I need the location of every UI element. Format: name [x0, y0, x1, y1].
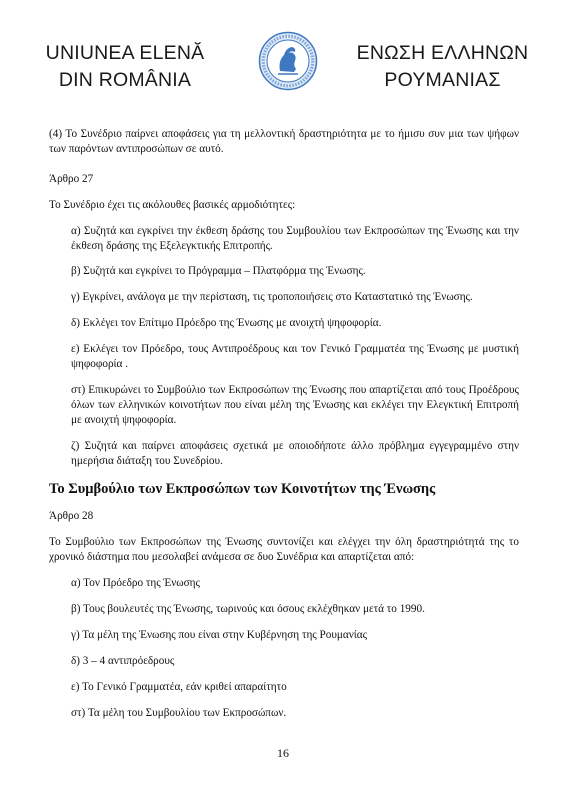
list-item: στ) Τα μέλη του Συμβουλίου των Εκπροσώπων. [71, 707, 287, 719]
list-item: δ) 3 – 4 αντιπρόεδρους [71, 655, 175, 667]
header-romanian-title [40, 40, 210, 94]
union-emblem-logo [258, 31, 318, 91]
header-romanian-line2: DIN ROMÂNIA [58, 69, 192, 91]
header-romanian-line1: UNIUNEA ELENĂ [45, 42, 205, 64]
congress-competences-intro: Το Συνέδριο έχει τις ακόλουθες βασικές αρμοδιότητες: [49, 199, 296, 211]
list-item: β) Τους βουλευτές της Ένωσης, τωρινούς και όσους εκλέχθηκαν μετά το 1990. [71, 603, 425, 615]
page-number: 16 [277, 746, 289, 760]
list-item: ζ) Συζητά και παίρνει αποφάσεις σχετικά με οποιοδήποτε άλλο πρόβλημα εγγεγραμμένο στην ημερήσια διάταξη του Συνεδρίου. [71, 440, 519, 467]
article-28-label: Άρθρο 28 [49, 510, 94, 522]
list-item: δ) Εκλέγει τον Επίτιμο Πρόεδρο της Ένωσης με ανοιχτή ψηφοφορία. [71, 317, 382, 329]
list-item: β) Συζητά και εγκρίνει το Πρόγραμμα – Πλατφόρμα της Ένωσης. [71, 265, 366, 277]
list-item: ε) Το Γενικό Γραμματέα, εάν κριθεί απαραίτητο [71, 681, 287, 693]
list-item: στ) Επικυρώνει το Συμβούλιο των Εκπροσώπων της Ένωσης που απαρτίζεται από τους Προέδρους όλων των ελληνικών κοινοτήτων που είναι μέλη της Ένωσης και εκλέγει την Ελεγκτική Επιτροπή με ανοιχτή ψηφοφορία. [71, 384, 519, 426]
document-body [49, 127, 519, 721]
header-greek-title [355, 40, 530, 94]
header-greek-line2: ΡΟΥΜΑΝΙΑΣ [384, 69, 501, 91]
paragraph-decision-rule: (4) Το Συνέδριο παίρνει αποφάσεις για τη μελλοντική δραστηριότητα με το ήμισυ συν μια των ψήφων των παρόντων αντιπροσώπων σε αυτό. [49, 128, 519, 155]
article-27-label: Άρθρο 27 [49, 173, 94, 185]
list-item: ε) Εκλέγει τον Πρόεδρο, τους Αντιπροέδρους και τον Γενικό Γραμματέα της Ένωσης με μυστική ψηφοφορία . [71, 343, 519, 370]
council-description: Το Συμβούλιο των Εκπροσώπων της Ένωσης συντονίζει και ελέγχει την όλη δραστηριότητά της το χρονικό διάστημα που μεσολαβεί ανάμεσα σε δυο Συνέδρια και απαρτίζεται από: [49, 536, 519, 563]
list-item: α) Συζητά και εγκρίνει την έκθεση δράσης του Συμβουλίου των Εκπροσώπων της Ένωσης και την έκθεση δράσης της Εξελεγκτικής Επιτροπής. [71, 225, 519, 252]
list-item: γ) Τα μέλη της Ένωσης που είναι στην Κυβέρνηση της Ρουμανίας [71, 629, 368, 641]
list-item: γ) Εγκρίνει, ανάλογα με την περίσταση, τις τροποποιήσεις στο Καταστατικό της Ένωσης. [71, 291, 473, 303]
list-item: α) Τον Πρόεδρο της Ένωσης [71, 577, 200, 589]
section-heading: Το Συμβούλιο των Εκπροσώπων των Κοινοτήτων της Ένωσης [49, 481, 436, 497]
header-greek-line1: ΕΝΩΣΗ ΕΛΛΗΝΩΝ [356, 42, 529, 64]
